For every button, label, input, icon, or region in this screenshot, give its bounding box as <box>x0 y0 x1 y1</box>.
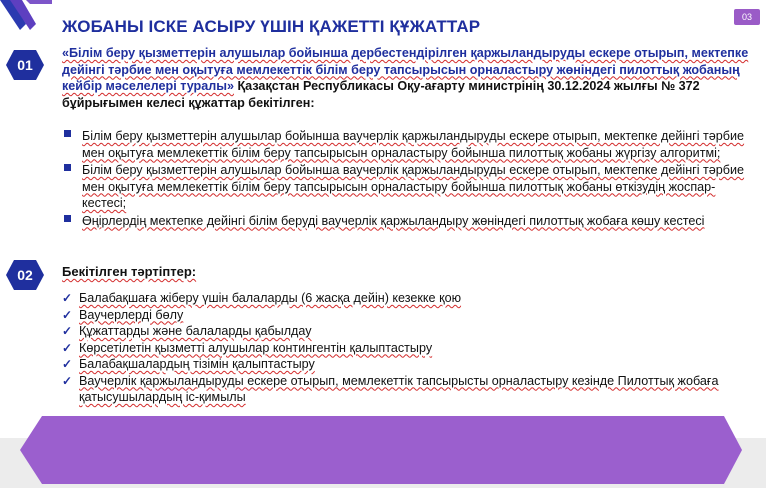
list-item: ✓ Балабақшалардың тізімін қалыптастыру <box>62 357 315 371</box>
page-title: ЖОБАНЫ ІСКЕ АСЫРУ ҮШІН ҚАЖЕТТІ ҚҰЖАТТАР <box>62 17 481 36</box>
logo-icon <box>0 0 52 30</box>
list-item: Білім беру қызметтерін алушылар бойынша ваучерлік қаржыландыруды ескере отырып, мектепке дейінгі тәрбие мен оқытуға мемлекеттік білім беру тапсырысын орналастыру бойынша пилоттық жобаны өткізудің жоспар-кестесі; <box>64 162 754 212</box>
checkmark-icon: ✓ <box>62 324 73 338</box>
list-item: ✓ Ваучерлерді бөлу <box>62 307 184 322</box>
list-item: Өңірлердің мектепке дейінгі білім беруді ваучерлік қаржыландыру жөніндегі пилоттық жобаға көшу кестесі <box>64 213 754 230</box>
approved-documents-list <box>64 128 754 230</box>
page-number-badge: 03 <box>734 9 760 25</box>
list-item: Білім беру қызметтерін алушылар бойынша ваучерлік қаржыландыруды ескере отырып, мектепке дейінгі тәрбие мен оқытуға мемлекеттік білім беру тапсырысын орналастыру бойынша пилоттық жобаны жүргізу алгоритмі; <box>64 128 754 161</box>
list-item: ✓ Балабақшаға жіберу үшін балаларды (6 жасқа дейін) кезекке қою <box>62 291 462 305</box>
checkmark-icon: ✓ <box>62 307 73 322</box>
decree-title: «Білім беру қызметтерін алушылар бойынша дербестендірілген қаржыландыруды ескере отырып, мектепке дейінгі тәрбие мен оқытуға мемлекеттік білім беру тапсырысын орналастыру жөніндегі пилоттық жобаның кейбір мәселелері туралы» <box>62 46 749 93</box>
section-1-badge <box>6 50 44 80</box>
bullet-square-icon <box>64 215 71 222</box>
section-1-number: 01 <box>17 57 33 73</box>
section-1-intro <box>62 45 752 111</box>
bullet-square-icon <box>64 164 71 171</box>
checkmark-icon: ✓ <box>62 340 73 355</box>
list-item: ✓ Көрсетілетін қызметті алушылар контингентін қалыптастыру <box>62 340 433 355</box>
approved-procedures-list <box>62 290 752 406</box>
checkmark-icon: ✓ <box>62 373 73 388</box>
bullet-square-icon <box>64 130 71 137</box>
list-item: ✓ Құжаттарды және балаларды қабылдау <box>62 324 312 338</box>
section-2-badge <box>6 260 44 290</box>
section-2-title: Бекітілген тәртіптер: <box>62 264 197 279</box>
decree-reference: Қазақстан Республикасы Оқу-ағарту министрінің 30.12.2024 жылғы № 372 бұйрығымен келесі құжаттар бекітілген: <box>62 79 700 110</box>
checkmark-icon: ✓ <box>62 357 73 371</box>
section-2-number: 02 <box>17 267 33 283</box>
footer-banner <box>0 412 766 488</box>
checkmark-icon: ✓ <box>62 291 73 305</box>
list-item: ✓ Ваучерлік қаржыландыруды ескере отырып, мемлекеттік тапсырысты орналастыру кезінде Пилоттық жобаға қатысушылардың іс-қимылы <box>62 373 719 404</box>
